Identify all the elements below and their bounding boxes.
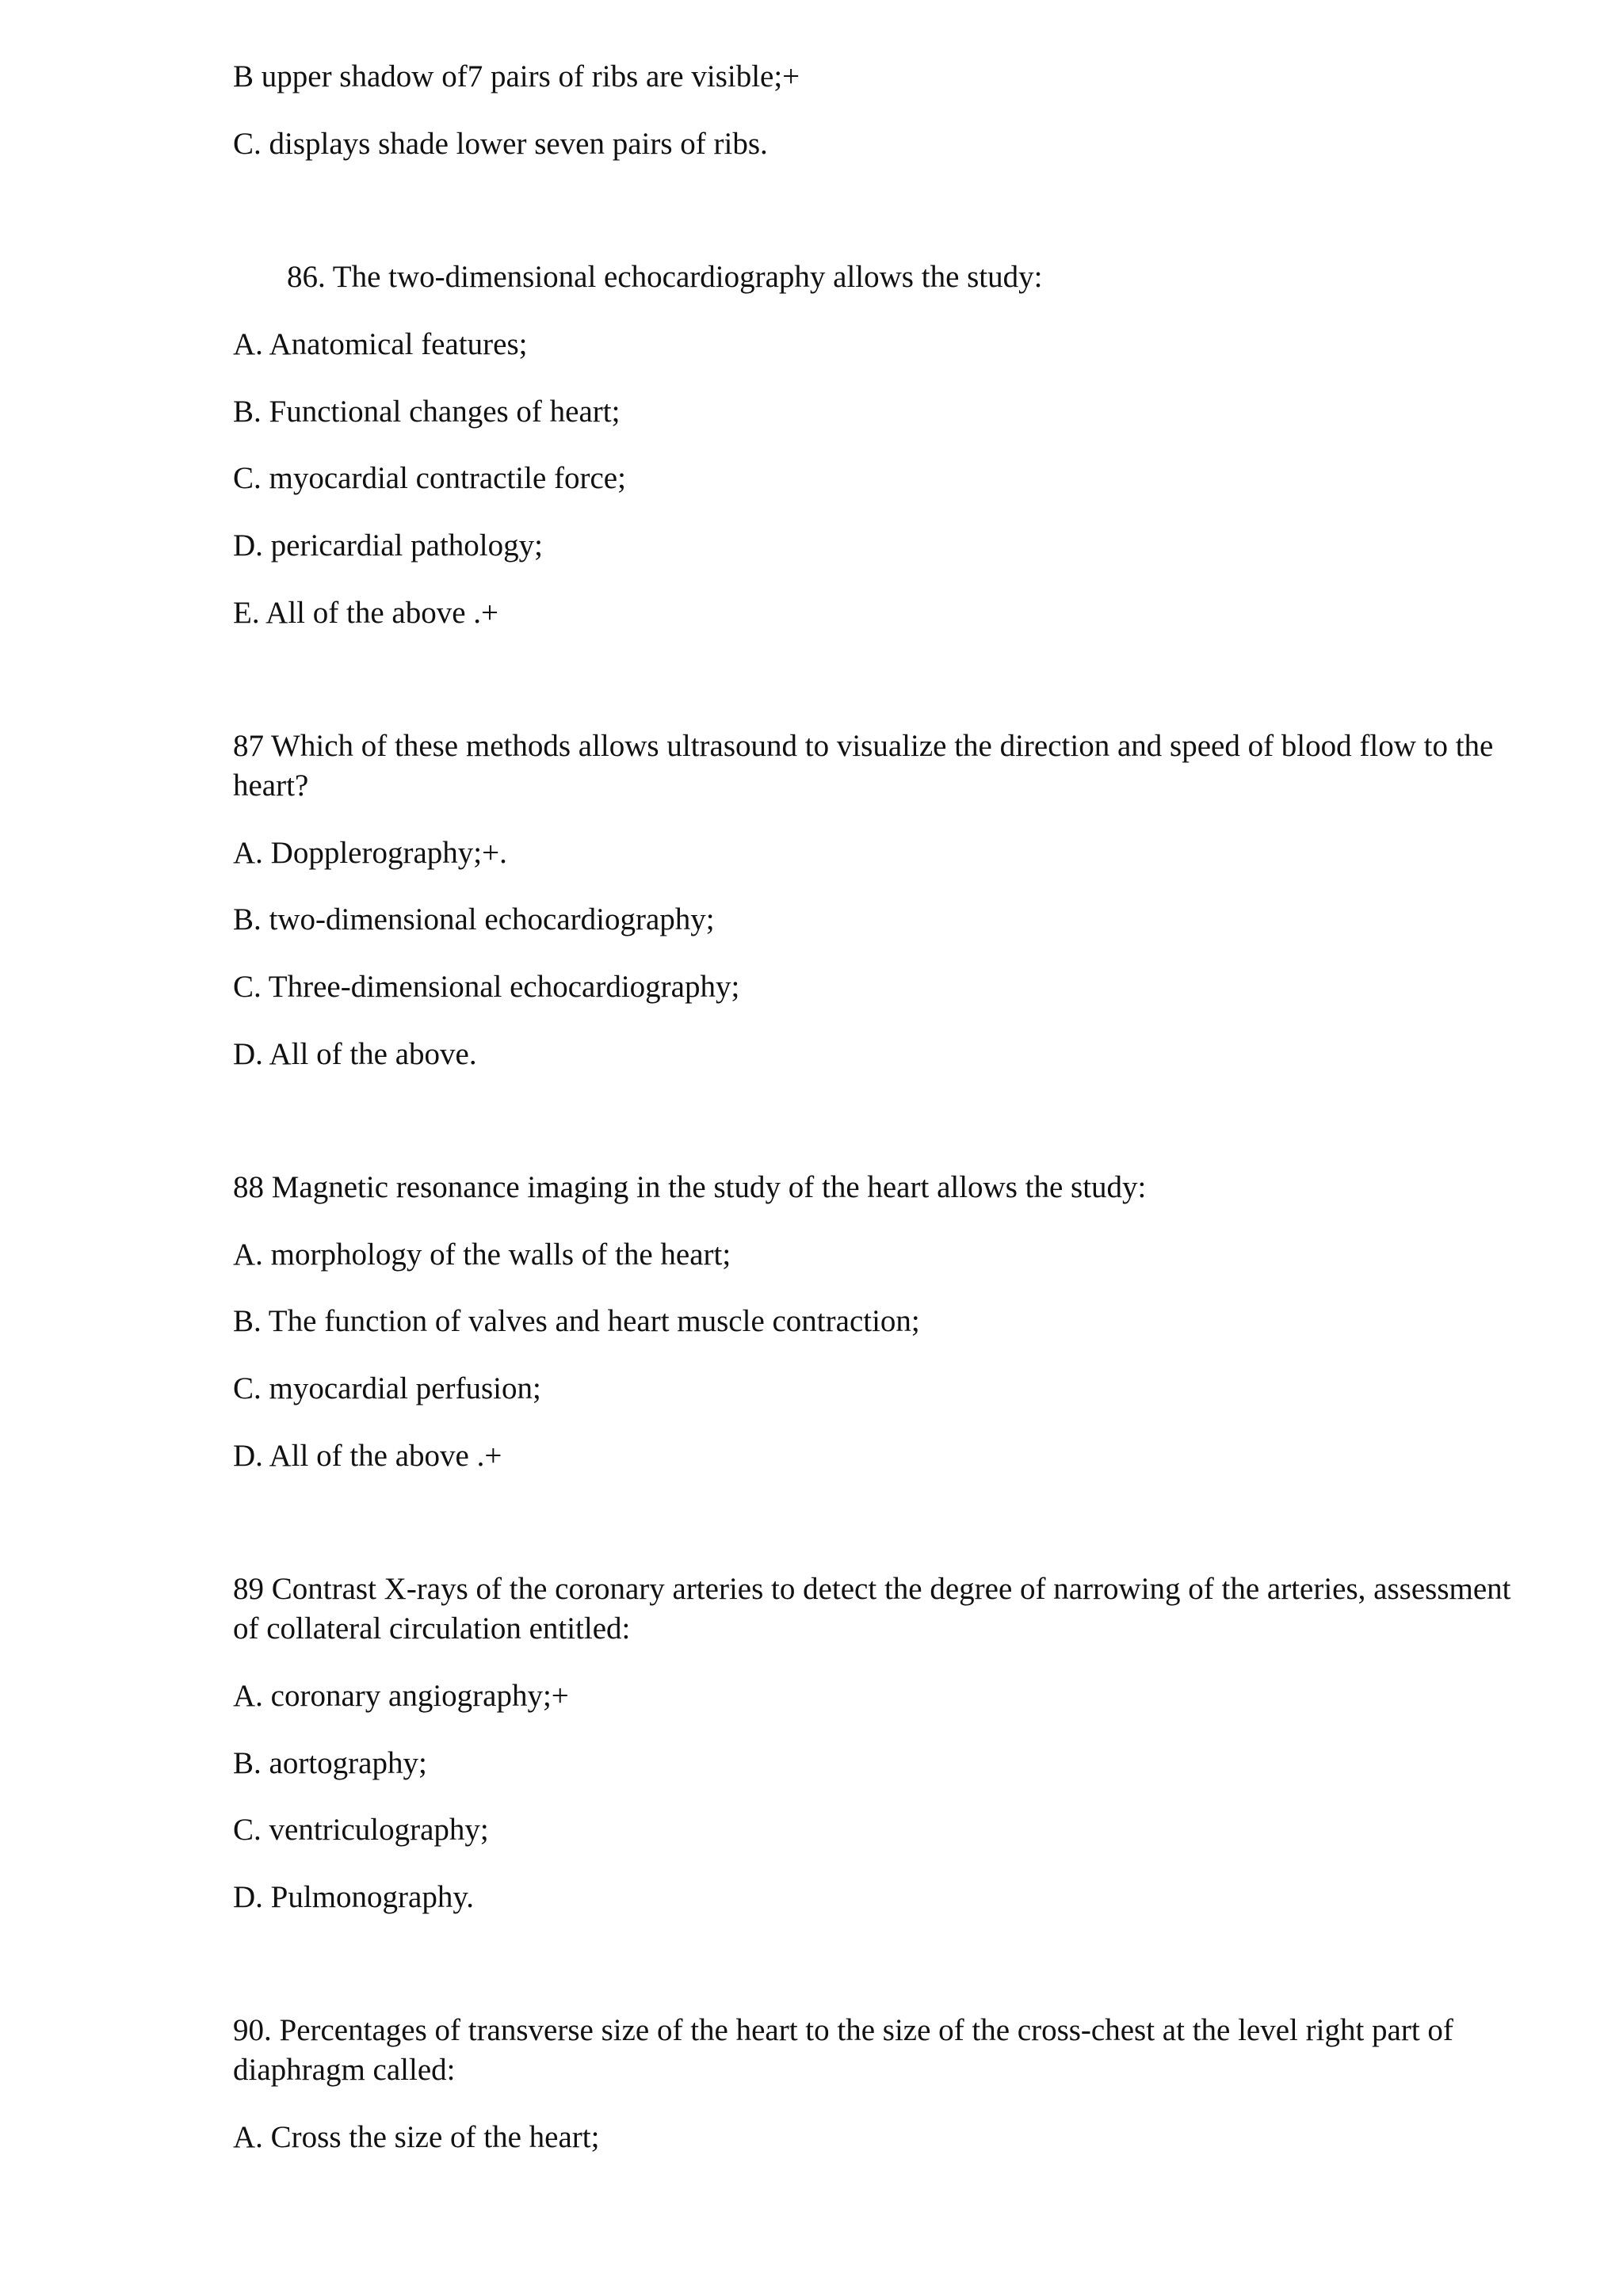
answer-option: B. aortography; bbox=[233, 1746, 427, 1780]
answer-option: D. Pulmonography. bbox=[233, 1880, 475, 1914]
answer-option: A. coronary angiography;+ bbox=[233, 1679, 569, 1713]
answer-option: C. Three-dimensional echocardiography; bbox=[233, 970, 740, 1004]
answer-option: B upper shadow of7 pairs of ribs are visible;+ bbox=[233, 59, 800, 93]
answer-option: B. two-dimensional echocardiography; bbox=[233, 902, 715, 936]
answer-option: A. Cross the size of the heart; bbox=[233, 2120, 600, 2154]
answer-option: A. Dopplerography;+. bbox=[233, 836, 507, 870]
answer-option: C. myocardial perfusion; bbox=[233, 1371, 541, 1405]
answer-option: D. All of the above. bbox=[233, 1037, 477, 1071]
answer-option: E. All of the above .+ bbox=[233, 596, 499, 630]
answer-option: C. displays shade lower seven pairs of ribs. bbox=[233, 127, 768, 161]
question-90: 90. Percentages of transverse size of the heart to the size of the cross-chest at the level right part of diaphragm called: bbox=[233, 2013, 1453, 2087]
answer-option: C. ventriculography; bbox=[233, 1813, 489, 1847]
answer-option: B. The function of valves and heart muscle contraction; bbox=[233, 1304, 920, 1338]
answer-option: D. pericardial pathology; bbox=[233, 528, 543, 563]
question-86: 86. The two-dimensional echocardiography allows the study: bbox=[287, 260, 1043, 294]
question-88: 88 Magnetic resonance imaging in the study of the heart allows the study: bbox=[233, 1170, 1147, 1204]
answer-option: B. Functional changes of heart; bbox=[233, 395, 621, 429]
question-89: 89 Contrast X-rays of the coronary arteries to detect the degree of narrowing of the arteries, assessment of collateral circulation entitled: bbox=[233, 1572, 1511, 1646]
answer-option: A. morphology of the walls of the heart; bbox=[233, 1238, 731, 1272]
answer-option: D. All of the above .+ bbox=[233, 1439, 502, 1473]
answer-option: C. myocardial contractile force; bbox=[233, 461, 626, 495]
question-87: 87 Which of these methods allows ultrasound to visualize the direction and speed of blood flow to the heart? bbox=[233, 729, 1494, 803]
answer-option: A. Anatomical features; bbox=[233, 327, 528, 361]
